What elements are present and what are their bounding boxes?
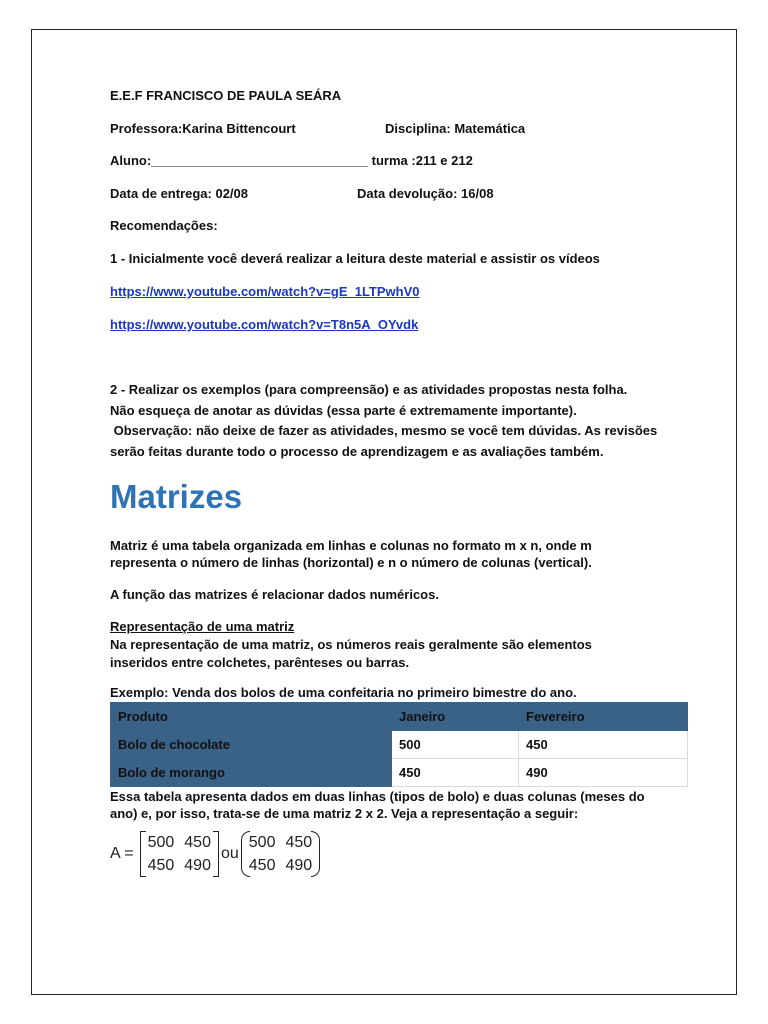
table-row-label: Bolo de morango — [111, 759, 392, 787]
representation-block — [110, 618, 690, 672]
table-explanation-line-2: ano) e, por isso, trata-se de uma matriz 2 x 2. Veja a representação a seguir: — [110, 806, 579, 821]
table-cell: 500 — [392, 731, 519, 759]
table-cell: 490 — [519, 759, 688, 787]
matrix-value: 450 — [147, 857, 175, 874]
matrix-representation — [110, 830, 320, 878]
document-page — [31, 29, 737, 995]
recommendation-1: 1 - Inicialmente você deverá realizar a leitura deste material e assistir os vídeos — [110, 251, 600, 266]
matrix-label: A = — [110, 845, 134, 862]
return-date: Data devolução: 16/08 — [357, 186, 494, 201]
table-header-row — [111, 703, 688, 731]
representation-line-2: inseridos entre colchetes, parênteses ou barras. — [110, 655, 410, 670]
student-field: Aluno:______________________________ turma :211 e 212 — [110, 153, 473, 168]
matrix-value: 450 — [285, 834, 313, 851]
table-row — [111, 731, 688, 759]
representation-heading: Representação de uma matriz — [110, 619, 295, 634]
matrix-intro-line-2: representa o número de linhas (horizontal) e n o número de colunas (vertical). — [110, 555, 592, 570]
recommendations-heading: Recomendações: — [110, 218, 218, 233]
video-link-2[interactable]: https://www.youtube.com/watch?v=T8n5A_OYvdk — [110, 317, 419, 332]
table-header-cell: Janeiro — [392, 703, 519, 731]
matrix-value: 450 — [248, 857, 276, 874]
example-text: Venda dos bolos de uma confeitaria no primeiro bimestre do ano. — [168, 685, 577, 700]
recommendation-2-line-3: Observação: não deixe de fazer as atividades, mesmo se você tem dúvidas. As revisões — [110, 423, 658, 438]
table-row — [111, 759, 688, 787]
paren-matrix — [241, 831, 320, 877]
recommendation-2-line-2: Não esqueça de anotar as dúvidas (essa parte é extremamente importante). — [110, 402, 577, 418]
example-label: Exemplo: — [110, 685, 169, 700]
table-cell: 450 — [519, 731, 688, 759]
section-title: Matrizes — [110, 478, 243, 515]
matrix-value: 490 — [184, 857, 211, 874]
table-header-cell: Produto — [111, 703, 392, 731]
representation-line-1: Na representação de uma matriz, os números reais geralmente são elementos — [110, 637, 592, 652]
table-cell: 450 — [392, 759, 519, 787]
table-explanation — [110, 788, 690, 822]
matrix-value: 450 — [184, 834, 211, 851]
matrix-value: 490 — [285, 857, 313, 874]
recommendation-2-line-1: 2 - Realizar os exemplos (para compreensão) e as atividades propostas nesta folha. — [110, 382, 628, 397]
recommendation-2 — [110, 380, 690, 462]
example-line — [110, 685, 577, 700]
matrix-function: A função das matrizes é relacionar dados numéricos. — [110, 587, 439, 602]
matrix-intro-line-1: Matriz é uma tabela organizada em linhas e colunas no formato m x n, onde m — [110, 538, 592, 553]
table-explanation-line-1: Essa tabela apresenta dados em duas linhas (tipos de bolo) e duas colunas (meses do — [110, 789, 645, 804]
table-row-label: Bolo de chocolate — [111, 731, 392, 759]
video-link-1[interactable]: https://www.youtube.com/watch?v=gE_1LTPwhV0 — [110, 284, 420, 299]
recommendation-2-line-4: serão feitas durante todo o processo de aprendizagem e as avaliações também. — [110, 443, 604, 459]
table-header-cell: Fevereiro — [519, 703, 688, 731]
subject: Disciplina: Matemática — [385, 121, 526, 136]
sales-table — [110, 702, 688, 787]
school-name: E.E.F FRANCISCO DE PAULA SEÁRA — [110, 88, 342, 103]
bracket-matrix — [140, 831, 219, 877]
matrix-intro — [110, 537, 690, 571]
matrix-or: ou — [220, 845, 239, 862]
matrix-value: 500 — [248, 834, 276, 851]
matrix-value: 500 — [147, 834, 175, 851]
teacher-name: Professora:Karina Bittencourt — [110, 121, 296, 136]
delivery-date: Data de entrega: 02/08 — [110, 186, 249, 201]
